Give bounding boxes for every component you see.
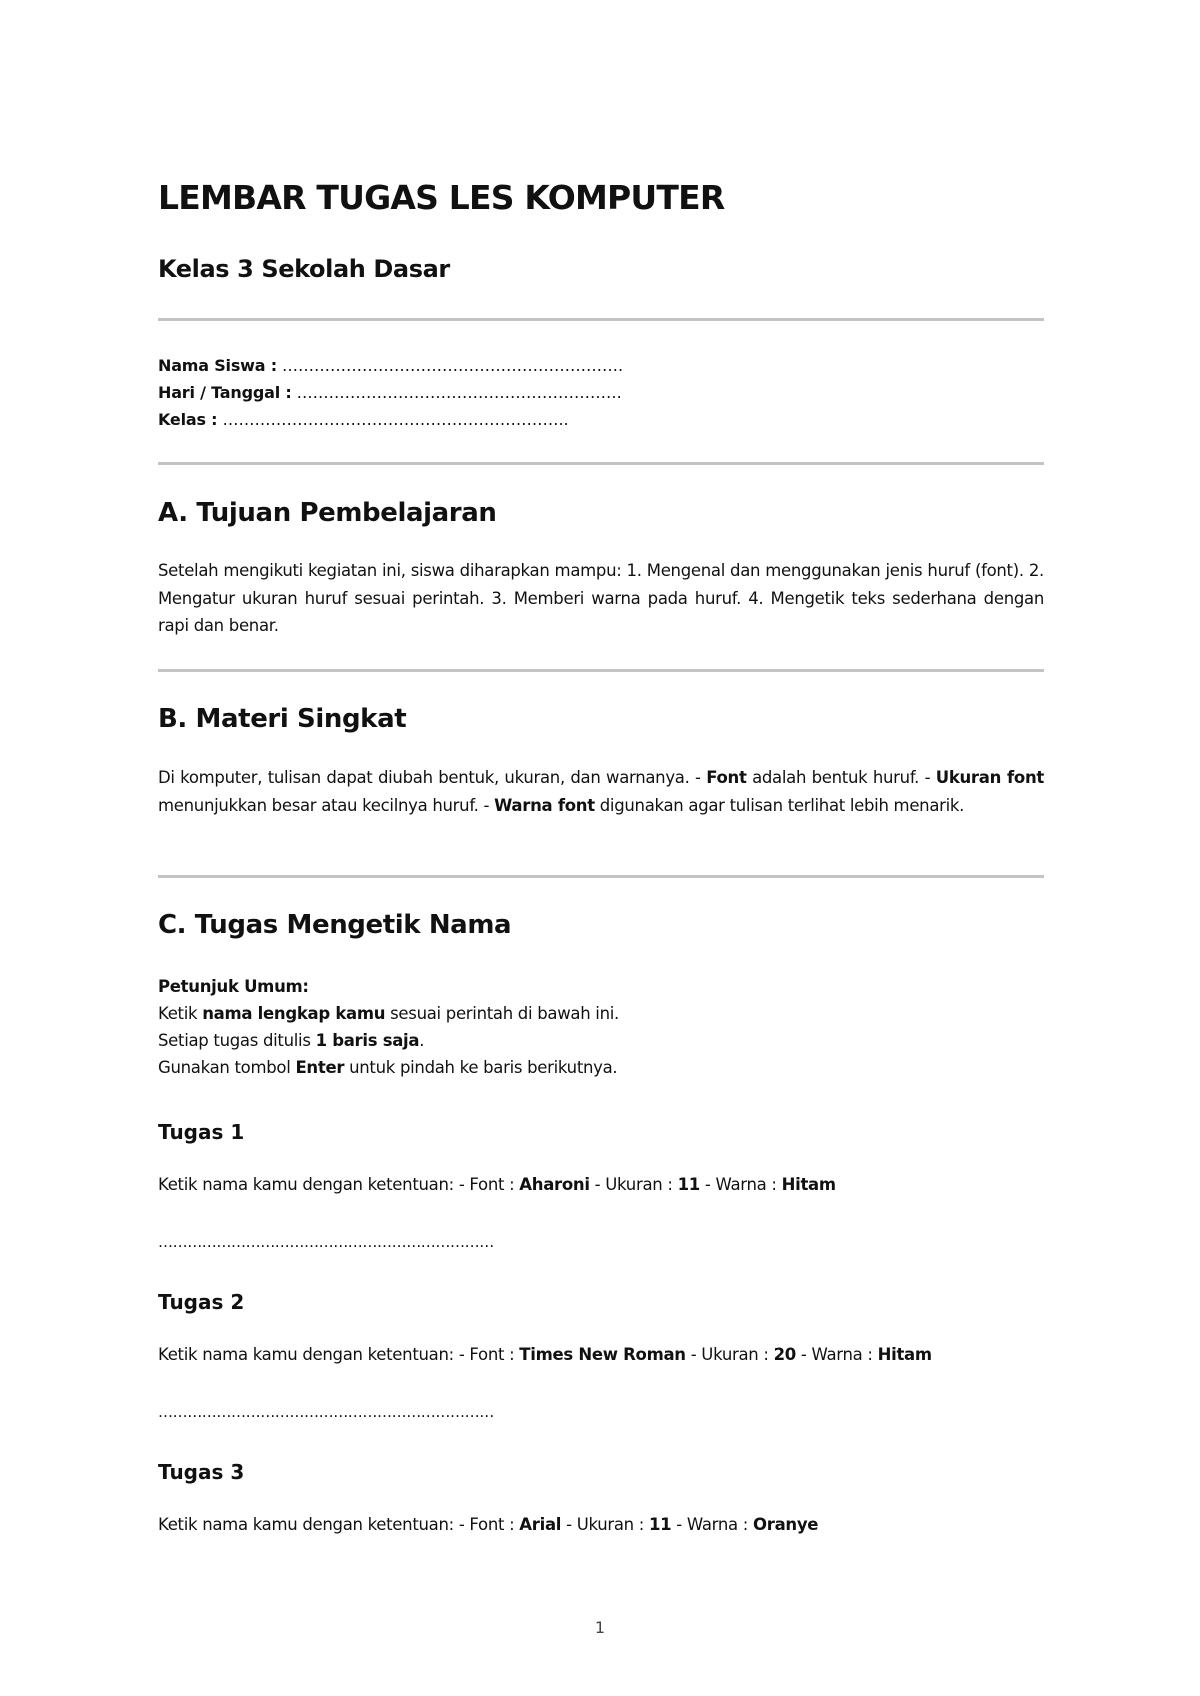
- task-1-instruction: [158, 1171, 836, 1198]
- field-label: Hari / Tanggal :: [158, 383, 292, 402]
- font-name: Times New Roman: [519, 1345, 686, 1364]
- section-a-text: Setelah mengikuti kegiatan ini, siswa diharapkan mampu: 1. Mengenal dan menggunakan jenis huruf (font). 2. Mengatur ukuran huruf sesuai perintah. 3. Memberi warna pada huruf. 4. Mengetik teks sederhana dengan rapi dan benar.: [158, 561, 1044, 635]
- field-blank: ……………………………………………………….: [282, 356, 624, 375]
- text-run: - Ukuran :: [589, 1175, 678, 1194]
- bold-term: 1 baris saja: [315, 1031, 420, 1050]
- bold-term: nama lengkap kamu: [202, 1004, 386, 1023]
- text-run: sesuai perintah di bawah ini.: [385, 1004, 619, 1023]
- section-a-heading: A. Tujuan Pembelajaran: [158, 498, 497, 528]
- bold-term: Ukuran font: [935, 768, 1044, 787]
- petunjuk-label: [158, 973, 309, 1000]
- text-run: untuk pindah ke baris berikutnya.: [344, 1058, 618, 1077]
- font-color: Hitam: [877, 1345, 932, 1364]
- petunjuk-line-2: [158, 1027, 424, 1054]
- font-size: 11: [648, 1515, 672, 1534]
- divider: [158, 875, 1044, 878]
- page-number: 1: [594, 1618, 606, 1637]
- text-run: - Ukuran :: [685, 1345, 774, 1364]
- text-run: - Warna :: [671, 1515, 753, 1534]
- font-color: Oranye: [753, 1515, 819, 1534]
- text-run: Ketik nama kamu dengan ketentuan: - Font :: [158, 1175, 520, 1194]
- bold-term: Enter: [295, 1058, 345, 1077]
- task-2-answer-line: ……………………………………………………………: [158, 1403, 494, 1421]
- petunjuk-label-text: Petunjuk Umum:: [158, 977, 309, 996]
- section-c-heading: C. Tugas Mengetik Nama: [158, 910, 512, 940]
- text-run: Setiap tugas ditulis: [158, 1031, 316, 1050]
- task-3-title: Tugas 3: [158, 1460, 245, 1484]
- task-3-instruction: [158, 1511, 818, 1538]
- document-title: LEMBAR TUGAS LES KOMPUTER: [158, 178, 725, 217]
- field-label: Nama Siswa :: [158, 356, 277, 375]
- text-run: Ketik nama kamu dengan ketentuan: - Font :: [158, 1345, 520, 1364]
- text-run: - Warna :: [699, 1175, 782, 1194]
- font-name: Arial: [519, 1515, 562, 1534]
- task-2-instruction: [158, 1341, 932, 1368]
- bold-term: Font: [706, 768, 747, 787]
- text-run: Gunakan tombol: [158, 1058, 296, 1077]
- field-hari-tanggal: [158, 382, 622, 404]
- font-size: 20: [773, 1345, 796, 1364]
- text-run: - Warna :: [795, 1345, 878, 1364]
- bold-term: Warna font: [494, 795, 595, 815]
- divider: [158, 462, 1044, 465]
- petunjuk-line-1: [158, 1000, 619, 1027]
- section-b-text: [158, 764, 1044, 819]
- text-run: menunjukkan besar atau kecilnya huruf. -: [158, 795, 495, 815]
- task-2-title: Tugas 2: [158, 1290, 245, 1314]
- text-run: adalah bentuk huruf. -: [746, 768, 936, 787]
- field-nama-siswa: [158, 355, 623, 377]
- petunjuk-line-3: [158, 1054, 617, 1081]
- field-blank: ………………………………………………………..: [222, 410, 569, 429]
- task-1-answer-line: ……………………………………………………………: [158, 1233, 494, 1251]
- field-blank: …………………………………………………….: [296, 383, 622, 402]
- text-run: digunakan agar tulisan terlihat lebih menarik.: [594, 795, 965, 815]
- text-run: Ketik: [158, 1004, 203, 1023]
- divider: [158, 318, 1044, 321]
- text-run: Di komputer, tulisan dapat diubah bentuk, ukuran, dan warnanya. -: [158, 768, 707, 787]
- text-run: - Ukuran :: [561, 1515, 649, 1534]
- section-b-heading: B. Materi Singkat: [158, 704, 407, 734]
- font-color: Hitam: [781, 1175, 836, 1194]
- font-name: Aharoni: [519, 1175, 590, 1194]
- field-kelas: [158, 409, 569, 431]
- divider: [158, 669, 1044, 672]
- document-subtitle: Kelas 3 Sekolah Dasar: [158, 255, 450, 283]
- font-size: 11: [677, 1175, 700, 1194]
- field-label: Kelas :: [158, 410, 218, 429]
- text-run: .: [419, 1031, 425, 1050]
- text-run: Ketik nama kamu dengan ketentuan: - Font :: [158, 1515, 520, 1534]
- task-1-title: Tugas 1: [158, 1120, 245, 1144]
